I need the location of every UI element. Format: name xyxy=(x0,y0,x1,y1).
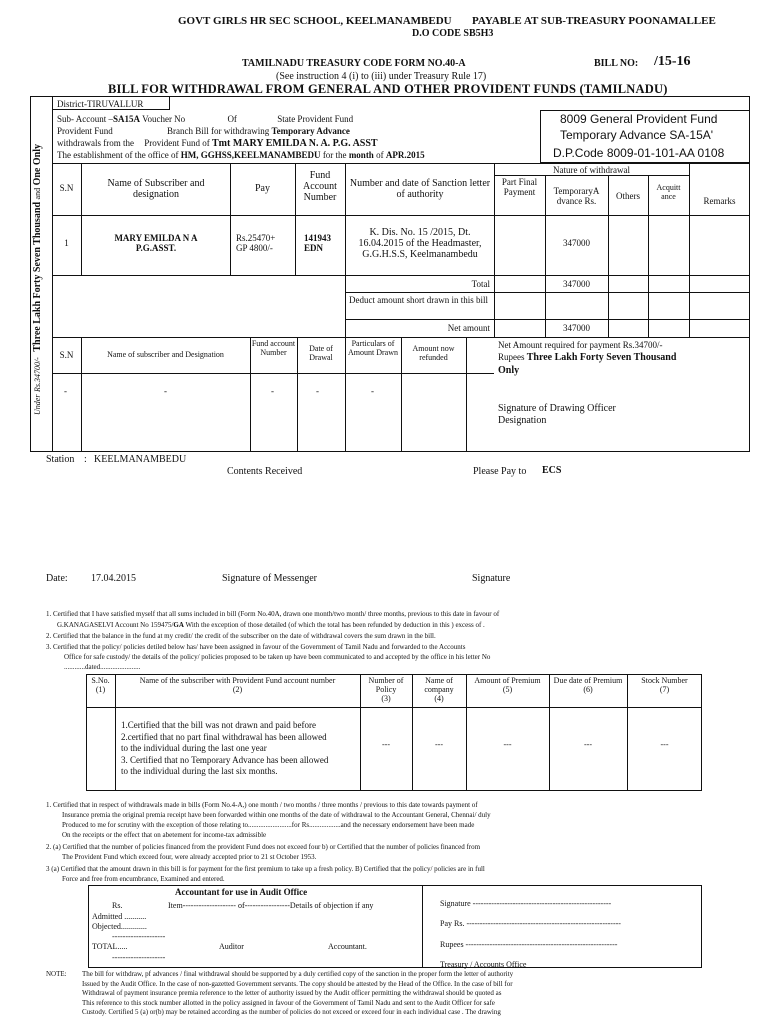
t3-th-policy-label: Number of Policy xyxy=(368,676,404,694)
do-code: D.O CODE SB5H3 xyxy=(412,28,494,39)
t3-certificates xyxy=(121,720,328,778)
t3-th-stock xyxy=(627,676,702,694)
t2-th-name: Name of subscriber and Designation xyxy=(107,350,224,359)
cert1-p1b xyxy=(57,621,485,629)
rupees-line xyxy=(498,352,676,363)
audit-title: Accountant for use in Audit Office xyxy=(175,887,308,897)
month-value: APR.2015 xyxy=(385,150,425,160)
establishment-label: The establishment of the office of xyxy=(57,150,179,160)
t3-th-due-num: (6) xyxy=(583,685,593,694)
net-value: 347000 xyxy=(563,323,590,333)
office-name: HM, GGHSS,KEELMANAMBEDU xyxy=(180,150,321,160)
cert2-p1c: Produced to me for scrutiny with the exception of those relating to.........................for Rs..................and the necessary endorsement have been made xyxy=(62,821,475,829)
cert1-account: G.KANAGASELVI Account No 159475/ xyxy=(57,621,174,629)
pf-label: Provident Fund xyxy=(57,126,113,136)
note-label: NOTE: xyxy=(46,970,67,978)
th-remarks: Remarks xyxy=(703,196,736,206)
t3-th-stock-label: Stock Number xyxy=(641,676,688,685)
month-label: month xyxy=(348,150,374,160)
t3-th-amount-label: Amount of Premium xyxy=(474,676,541,685)
note-line-3: Withdrawal of payment insurance premia reference to the letter of authority issued by the Audit officer permitting the withdrawal should be quoted as xyxy=(82,989,502,997)
branch-line xyxy=(57,126,350,136)
audit-objected: Objected............. xyxy=(92,922,147,931)
cert1-p2: 2. Certified that the balance in the fund at my credit/ the credit of the subscriber on the date of withdrawal covers the sum drawn in the bill. xyxy=(46,632,436,640)
t3-cert-3a: 3. Certified that no Temporary Advance has been allowed xyxy=(121,754,329,765)
t3-th-name-label: Name of the subscriber with Provident Fund account number xyxy=(139,676,336,685)
th-fund: Fund Account Number xyxy=(303,170,337,203)
th-acq: Acquitt ance xyxy=(656,183,681,201)
audit-treasury: Treasury / Accounts Office xyxy=(440,960,527,969)
cert2-p2b: The Provident Fund which exceed four, were already accepted prior to 21 st October 1953. xyxy=(62,853,317,861)
audit-admitted: Admitted ........... xyxy=(92,912,147,921)
cert1-p3b: Office for safe custody/ the details of the policy/ policies proposed to be taken up have been communicated to and accepted by the office in his letter No xyxy=(64,653,491,661)
t3-th-company xyxy=(412,676,466,703)
audit-dashes-2: -------------------- xyxy=(112,953,166,962)
t3-cert-1: 1.Certified that the bill was not drawn and paid before xyxy=(121,720,316,730)
t2-row-fund: - xyxy=(271,386,274,396)
of-month: of xyxy=(376,150,384,160)
rupees-words: Three Lakh Forty Seven Thousand xyxy=(526,352,677,363)
row-fund-line1: 141943 xyxy=(304,233,331,243)
cert1-p3c: ............dated....................... xyxy=(64,663,141,671)
note-line-5: Custody. Certified 5 (a) or(b) may be retained according as the number of policies do not exceed or exceed four in each individual case . The drawing xyxy=(82,1008,501,1016)
t2-row-particulars: - xyxy=(371,386,374,396)
station-sep: : xyxy=(84,454,87,465)
t3-th-sno-num: (1) xyxy=(95,685,106,694)
cert2-p1b: Insurance premia the original premia receipt have been forwarded within one months of the date of withdrawal to the Accountant General, Chennai/ duly xyxy=(62,811,491,819)
subaccount-label: Sub- Account – xyxy=(57,114,113,124)
row-name-line1: MARY EMILDA N A xyxy=(114,233,198,243)
instruction-note: (See instruction 4 (i) to (iii) under Treasury Rule 17) xyxy=(276,71,487,82)
row-sanction: K. Dis. No. 15 /2015, Dt. 16.04.2015 of the Headmaster, G.G.H.S.S, Keelmanambedu xyxy=(358,227,482,260)
spf-label: State Provident Fund xyxy=(277,114,354,124)
payable-at: PAYABLE AT SUB-TREASURY POONAMALLEE xyxy=(472,15,716,27)
cert2-p3a: 3 (a) Certified that the amount drawn in this bill is for payment for the first premium to take up a fresh policy. B) Certified that the policy/ policies are in full xyxy=(46,865,485,873)
fund-line-1: 8009 General Provident Fund xyxy=(560,112,718,126)
total-label: Total xyxy=(471,279,490,289)
t3-dash-4: --- xyxy=(435,740,443,749)
school-name: GOVT GIRLS HR SEC SCHOOL, KEELMANAMBEDU xyxy=(178,15,452,27)
withdrawals-label: withdrawals from the xyxy=(57,138,134,148)
t3-th-sno-label: S.No. xyxy=(91,676,110,685)
pay-to-label: Please Pay to xyxy=(473,466,527,477)
t3-th-due xyxy=(549,676,627,694)
row-name xyxy=(90,233,222,253)
row-pay xyxy=(236,233,275,253)
row-pay-line2: GP 4800/- xyxy=(236,243,273,253)
t3-th-name xyxy=(115,676,360,694)
t3-dash-6: --- xyxy=(584,740,592,749)
t3-dash-3: --- xyxy=(382,740,390,749)
audit-accountant: Accountant. xyxy=(328,942,367,951)
net-label: Net amount xyxy=(447,323,490,333)
t3-th-policy xyxy=(360,676,412,703)
t3-th-name-num: (2) xyxy=(232,685,243,694)
row-sn: 1 xyxy=(64,238,69,248)
messenger-sign: Signature of Messenger xyxy=(222,573,317,584)
cert2-p1d: On the receipts or the effect that on abetement for income-tax admissible xyxy=(62,831,267,839)
t3-th-company-num: (4) xyxy=(434,694,444,703)
th-others: Others xyxy=(616,191,640,201)
pf-of-label: Provident Fund of xyxy=(144,138,210,148)
side-one-only: One Only xyxy=(32,144,43,186)
t2-th-fund: Fund account Number xyxy=(251,339,296,357)
district: District-TIRUVALLUR xyxy=(57,99,144,109)
drawing-officer-sign: Signature of Drawing Officer xyxy=(498,403,616,414)
station-value: KEELMANAMBEDU xyxy=(94,454,187,465)
t3-th-due-label: Due date of Premium xyxy=(553,676,623,685)
cert2-p1a: 1. Certified that in respect of withdrawals made in bills (Form No.4-A,) one month / two months / three months / previous to this date towards payment of xyxy=(46,801,478,809)
cert1-p1a: 1. Certified that I have satisfied myself that all sums included in bill (Form No.40A, drawn one month/two month/ three months, previous to this date in favour of xyxy=(46,610,500,618)
cert2-p3b: Force and free from encumbrance, Examined and entered. xyxy=(62,875,225,883)
audit-payrs: Pay Rs. ---------------------------------------------------------- xyxy=(440,919,621,928)
note-line-1: The bill for withdraw, pf advances / final withdrawal should be supported by a duly certified copy of the sanction in the proper form the letter of authority xyxy=(82,970,514,978)
t3-th-stock-num: (7) xyxy=(659,685,670,694)
subaccount-line xyxy=(57,114,353,124)
t2-th-sn: S.N xyxy=(59,350,74,360)
t3-cert-3b: to the individual during the last six months. xyxy=(121,766,278,776)
t3-th-amount xyxy=(466,676,549,694)
side-rs: Rs.34700/- xyxy=(33,357,42,393)
audit-auditor: Auditor xyxy=(219,942,244,951)
cert2-p2a: 2. (a) Certified that the number of policies financed from the provident Fund does not exceed four b) or Certified that the number of policies financed from xyxy=(46,843,481,851)
branch-label: Branch Bill for withdrawing xyxy=(167,126,270,136)
for-the: for the xyxy=(322,150,347,160)
cert1-p3a: 3. Certified that the policy/ policies detiled below has/ have been assigned in favour of the Government of Tamil Nadu and forwarded to the Accounts xyxy=(46,643,466,651)
cert1-exception: With the exception of those detailed (of which the total has been refunded by deduction in this ) excess of . xyxy=(183,621,485,629)
cert1-account-ga: GA xyxy=(173,621,184,629)
pay-to-value: ECS xyxy=(542,465,562,476)
net-amount-required: Net Amount required for payment Rs.34700/- xyxy=(498,340,663,350)
t3-cert-2a: 2.certified that no part final withdrawal has been allowed xyxy=(121,731,327,742)
t3-dash-5: --- xyxy=(503,740,512,749)
th-temp: TemporaryA dvance Rs. xyxy=(553,186,600,206)
date-label: Date: xyxy=(46,573,68,584)
row-pay-line1: Rs.25470+ xyxy=(236,233,276,243)
date-value: 17.04.2015 xyxy=(91,573,136,584)
establishment-line xyxy=(57,150,425,160)
contents-received: Contents Received xyxy=(227,466,303,477)
deduct-label: Deduct amount short drawn in this bill xyxy=(349,295,488,305)
withdraw-type: Temporary Advance xyxy=(271,126,350,136)
station-label: Station xyxy=(46,454,75,465)
t2-row-name: - xyxy=(164,386,167,396)
t2-th-date: Date of Drawal xyxy=(309,344,333,362)
of-label: Of xyxy=(227,114,237,124)
audit-signature: Signature ---------------------------------------------------- xyxy=(440,899,612,908)
side-bold-text: Three Lakh Forty Seven Thousand xyxy=(32,201,43,352)
t3-cert-2b: to the individual during the last one year xyxy=(121,743,267,753)
audit-item: Item-------------------- of-----------------Details of objection if any xyxy=(168,901,374,910)
t2-th-refunded: Amount now refunded xyxy=(412,344,455,362)
t2-row-date: - xyxy=(316,386,319,396)
row-name-line2: P.G.ASST. xyxy=(135,243,177,253)
t3-dash-7: --- xyxy=(660,740,669,749)
form-number: TAMILNADU TREASURY CODE FORM NO.40-A xyxy=(242,58,466,69)
t3-th-policy-num: (3) xyxy=(381,694,391,703)
row-fund xyxy=(304,233,331,253)
th-pay: Pay xyxy=(255,183,270,194)
t3-th-amount-num: (5) xyxy=(502,685,513,694)
t3-th-company-label: Name of company xyxy=(424,676,454,694)
audit-total: TOTAL..... xyxy=(92,942,128,951)
bill-no-label: BILL NO: xyxy=(594,58,639,69)
designation: Designation xyxy=(498,415,547,426)
side-and: and xyxy=(33,187,42,200)
bill-title: BILL FOR WITHDRAWAL FROM GENERAL AND OTHER PROVIDENT FUNDS (TAMILNADU) xyxy=(108,82,668,96)
row-temp: 347000 xyxy=(563,238,590,248)
audit-dashes-1: -------------------- xyxy=(112,932,166,941)
total-value: 347000 xyxy=(563,279,590,289)
side-divider xyxy=(52,96,53,452)
th-nature: Nature of withdrawal xyxy=(553,165,630,175)
subaccount-code: SA15A xyxy=(113,114,141,124)
rupees-only: Only xyxy=(498,365,520,376)
th-sn: S.N xyxy=(59,183,74,193)
subscriber-name: Tmt MARY EMILDA N. A. P.G. ASST xyxy=(212,138,378,149)
rupees-label: Rupees xyxy=(498,352,525,362)
audit-rs: Rs. xyxy=(112,901,123,910)
withdrawals-line xyxy=(57,138,378,149)
fund-line-3: D.P.Code 8009-01-101-AA 0108 xyxy=(553,146,725,160)
note-line-4: This reference to this stock number allotted in the policy assigned in favour of the Government of Tamil Nadu and sent to the Audit Officer for safe xyxy=(82,998,495,1007)
t3-th-sno xyxy=(86,676,115,694)
th-part: Part Final Payment xyxy=(501,177,538,197)
side-under: Under xyxy=(33,394,42,415)
t2-th-particulars: Particulars of Amount Drawn xyxy=(348,339,398,357)
bill-no-value: /15-16 xyxy=(654,54,691,69)
note-line-2: Issued by the Audit Office. In the case of non-gazetted Government servants. The copy should be attested by the Head of the Office. In the case of bill for xyxy=(82,979,513,988)
note-body xyxy=(82,970,513,1018)
row-fund-line2: EDN xyxy=(304,243,324,253)
audit-rupees: Rupees --------------------------------------------------------- xyxy=(440,940,618,949)
th-sanction: Number and date of Sanction letter of authority xyxy=(349,178,491,200)
fund-line-2: Temporary Advance SA-15A' xyxy=(560,128,714,142)
signature-label: Signature xyxy=(472,573,511,584)
t2-row-sn: - xyxy=(64,386,67,396)
voucher-label: Voucher No xyxy=(142,114,186,124)
th-name: Name of Subscriber and designation xyxy=(107,178,205,200)
